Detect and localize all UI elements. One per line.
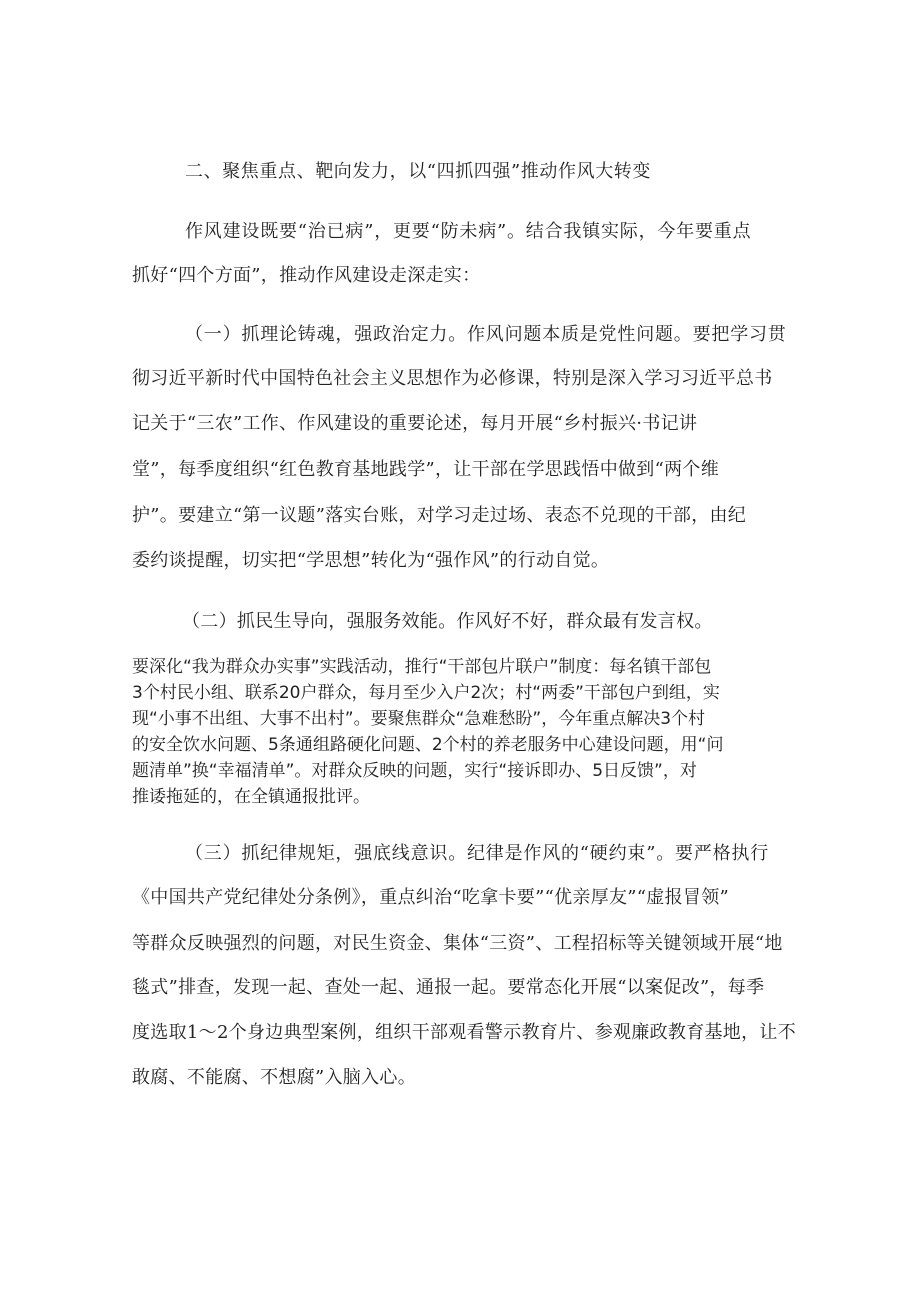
section3-line-5: 度选取1〜2个身边典型案例，组织干部观看警示教育片、参观廉政教育基地，让不 xyxy=(132,1022,797,1043)
section3-line-3: 等群众反映强烈的问题，对民生资金、集体“三资”、工程招标等关键领域开展“地 xyxy=(132,933,783,954)
section2-line-2: 3个村民小组、联系20户群众，每月至少入户2次；村“两委”干部包户到组，实 xyxy=(132,683,720,703)
section3-line-2: 《中国共产党纪律处分条例》，重点纠治“吃拿卡要”“优亲厚友”“虚报冒领” xyxy=(132,887,730,908)
section2-line-5: 题清单”换“幸福清单”。对群众反映的问题，实行“接诉即办、5日反馈”，对 xyxy=(132,761,697,781)
section1-line-2: 彻习近平新时代中国特色社会主义思想作为必修课，特别是深入学习习近平总书 xyxy=(132,368,773,389)
section2-title: （二）抓民生导向，强服务效能。作风好不好，群众最有发言权。 xyxy=(182,611,713,632)
section1-line-5: 护”。要建立“第一议题”落实台账，对学习走过场、表态不兑现的干部，由纪 xyxy=(132,505,747,526)
section1-line-3: 记关于“三农”工作、作风建设的重要论述，每月开展“乡村振兴·书记讲 xyxy=(132,413,698,434)
section2-line-1: 要深化“我为群众办实事”实践活动，推行“干部包片联户”制度：每名镇干部包 xyxy=(132,657,712,677)
section2-line-6: 推诿拖延的，在全镇通报批评。 xyxy=(132,787,370,807)
section1-line-6: 委约谈提醒，切实把“学思想”转化为“强作风”的行动自觉。 xyxy=(132,550,610,571)
intro-line-2: 抓好“四个方面”，推动作风建设走深走实： xyxy=(132,265,481,286)
section3-line-4: 毯式”排查，发现一起、查处一起、通报一起。要常态化开展“以案促改”，每季 xyxy=(132,977,765,998)
intro-line-1: 作风建设既要“治已病”，更要“防未病”。结合我镇实际，今年要重点 xyxy=(185,221,752,242)
section2-line-3: 现“小事不出组、大事不出村”。要聚焦群众“急难愁盼”，今年重点解决3个村 xyxy=(132,709,706,729)
section3-line-1: （三）抓纪律规矩，强底线意识。纪律是作风的“硬约束”。要严格执行 xyxy=(185,843,770,864)
section1-line-1: （一）抓理论铸魂，强政治定力。作风问题本质是党性问题。要把学习贯 xyxy=(185,324,787,345)
section-heading: 二、聚焦重点、靶向发力，以“四抓四强”推动作风大转变 xyxy=(185,161,652,182)
section2-line-4: 的安全饮水问题、5条通组路硬化问题、2个村的养老服务中心建设问题，用“问 xyxy=(132,735,724,755)
section3-line-6: 敢腐、不能腐、不想腐”入脑入心。 xyxy=(132,1067,417,1088)
section1-line-4: 堂”，每季度组织“红色教育基地践学”，让干部在学思践悟中做到“两个维 xyxy=(132,459,720,480)
